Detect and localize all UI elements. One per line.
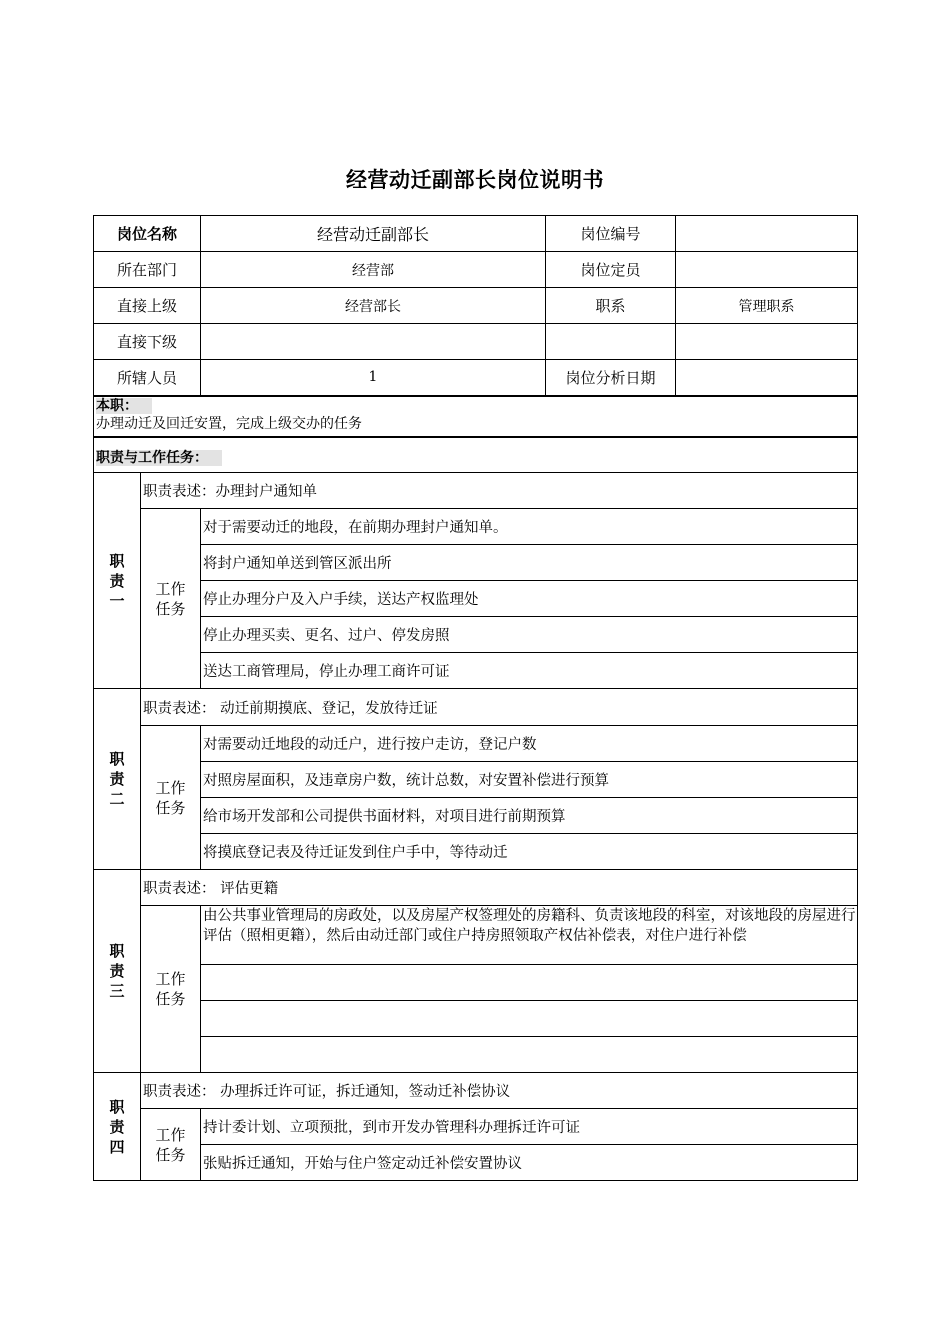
- duty-2-work-label: 工作 任务: [141, 726, 201, 870]
- duty-2-task-4: 将摸底登记表及待迁证发到住户手中，等待动迁: [201, 834, 858, 870]
- job-description-table: [93, 215, 858, 1181]
- duty-2-desc: 职责表述： 动迁前期摸底、登记，发放待迁证: [141, 689, 858, 726]
- label-position-number: 岗位编号: [546, 216, 676, 252]
- label-headcount: 岗位定员: [546, 252, 676, 288]
- duty-1-work-label: 工作 任务: [141, 509, 201, 689]
- label-superior: 直接上级: [94, 288, 201, 324]
- duty-3-task-3: [201, 1001, 858, 1037]
- duty-4-task-1: 持计委计划、立项预批，到市开发办管理科办理拆迁许可证: [201, 1109, 858, 1145]
- task-row: [94, 906, 858, 965]
- label-position-name: 岗位名称: [94, 216, 201, 252]
- value-position-number: [676, 216, 858, 252]
- duty-4-desc-row: [94, 1073, 858, 1109]
- duty-3-desc: 职责表述： 评估更籍: [141, 870, 858, 906]
- duty-3-task-2: [201, 965, 858, 1001]
- duty-4-name: 职 责 四: [94, 1073, 141, 1181]
- label-department: 所在部门: [94, 252, 201, 288]
- task-row: [94, 1109, 858, 1145]
- duty-4-work-label: 工作 任务: [141, 1109, 201, 1181]
- label-analysis-date: 岗位分析日期: [546, 360, 676, 396]
- duties-header-row: [94, 437, 858, 473]
- info-row-position-name: [94, 216, 858, 252]
- duty-3-work-label: 工作 任务: [141, 906, 201, 1073]
- info-row-department: [94, 252, 858, 288]
- value-superior: 经营部长: [201, 288, 546, 324]
- value-job-family: 管理职系: [676, 288, 858, 324]
- task-row: [94, 726, 858, 762]
- task-row: [94, 798, 858, 834]
- duty-1-desc: 职责表述：办理封户通知单: [141, 473, 858, 509]
- duty-2-task-1: 对需要动迁地段的动迁户，进行按户走访，登记户数: [201, 726, 858, 762]
- info-row-superior: [94, 288, 858, 324]
- duty-2-task-3: 给市场开发部和公司提供书面材料，对项目进行前期预算: [201, 798, 858, 834]
- info-row-subordinate: [94, 324, 858, 360]
- duty-1-task-4: 停止办理买卖、更名、过户、停发房照: [201, 617, 858, 653]
- duty-1-task-3: 停止办理分户及入户手续，送达产权监理处: [201, 581, 858, 617]
- duty-1-task-5: 送达工商管理局，停止办理工商许可证: [201, 653, 858, 689]
- label-job-family: 职系: [546, 288, 676, 324]
- task-row: [94, 653, 858, 689]
- benzhi-label: 本职：: [96, 398, 152, 414]
- label-subordinate: 直接下级: [94, 324, 201, 360]
- benzhi-row: [94, 396, 858, 437]
- duty-1-task-1: 对于需要动迁的地段，在前期办理封户通知单。: [201, 509, 858, 545]
- duty-1-name: 职 责 一: [94, 473, 141, 689]
- duty-1-task-2: 将封户通知单送到管区派出所: [201, 545, 858, 581]
- label-empty: [546, 324, 676, 360]
- label-staff: 所辖人员: [94, 360, 201, 396]
- task-row: [94, 617, 858, 653]
- value-position-name: 经营动迁副部长: [201, 216, 546, 252]
- value-staff: 1: [201, 360, 546, 396]
- task-row: [94, 965, 858, 1001]
- task-row: [94, 545, 858, 581]
- duty-2-desc-row: [94, 689, 858, 726]
- value-empty: [676, 324, 858, 360]
- task-row: [94, 1001, 858, 1037]
- task-row: [94, 762, 858, 798]
- duty-3-task-4: [201, 1037, 858, 1073]
- duty-2-name: 职 责 二: [94, 689, 141, 870]
- duties-header: 职责与工作任务：: [96, 450, 222, 466]
- value-analysis-date: [676, 360, 858, 396]
- duty-2-task-2: 对照房屋面积，及违章房户数，统计总数，对安置补偿进行预算: [201, 762, 858, 798]
- task-row: [94, 581, 858, 617]
- task-row: [94, 1037, 858, 1073]
- info-row-staff: [94, 360, 858, 396]
- duty-3-desc-row: [94, 870, 858, 906]
- document-title: 经营动迁副部长岗位说明书: [346, 168, 604, 192]
- duty-3-name: 职 责 三: [94, 870, 141, 1073]
- duty-4-desc: 职责表述： 办理拆迁许可证，拆迁通知，签动迁补偿协议: [141, 1073, 858, 1109]
- task-row: [94, 834, 858, 870]
- value-headcount: [676, 252, 858, 288]
- benzhi-text: 办理动迁及回迁安置，完成上级交办的任务: [96, 415, 362, 432]
- task-row: [94, 1145, 858, 1181]
- duty-1-desc-row: [94, 473, 858, 509]
- value-department: 经营部: [201, 252, 546, 288]
- duty-4-task-2: 张贴拆迁通知，开始与住户签定动迁补偿安置协议: [201, 1145, 858, 1181]
- value-subordinate: [201, 324, 546, 360]
- duty-3-task-1: 由公共事业管理局的房政处，以及房屋产权签理处的房籍科、负责该地段的科室，对该地段的房屋进行评估（照相更籍），然后由动迁部门或住户持房照领取产权估补偿表，对住户进行补偿: [201, 906, 858, 965]
- task-row: [94, 509, 858, 545]
